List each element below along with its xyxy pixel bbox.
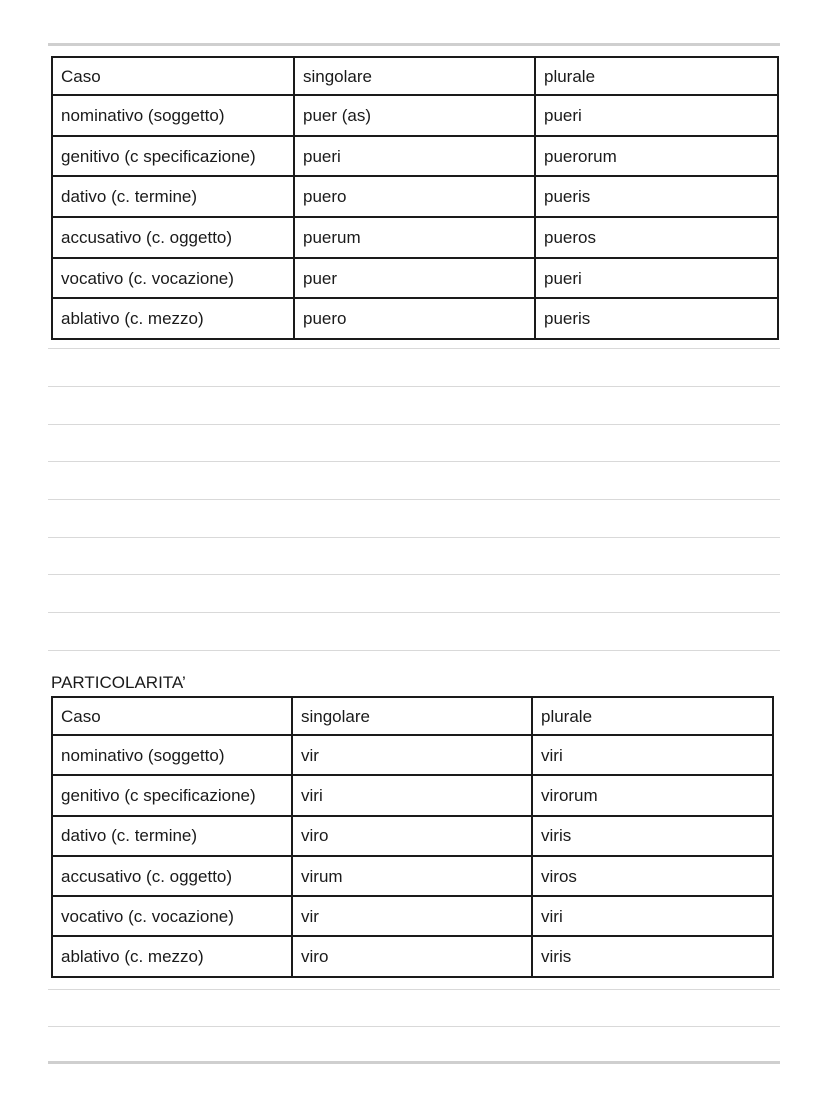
table-row <box>52 136 778 177</box>
table-cell: dativo (c. termine) <box>52 176 294 217</box>
header-cell: Caso <box>52 57 294 95</box>
table-cell: pueri <box>535 95 778 136</box>
table-row <box>52 95 778 136</box>
ruled-line <box>48 461 780 462</box>
table-cell: pueris <box>535 176 778 217</box>
table-cell: viri <box>532 735 773 775</box>
table-cell: viros <box>532 856 773 896</box>
table-cell: vir <box>292 735 532 775</box>
table-cell: genitivo (c specificazione) <box>52 136 294 177</box>
table-cell: pueros <box>535 217 778 258</box>
table-cell: vocativo (c. vocazione) <box>52 258 294 299</box>
table-cell: vir <box>292 896 532 936</box>
ruled-line <box>48 1026 780 1027</box>
table-cell: accusativo (c. oggetto) <box>52 856 292 896</box>
table-row <box>52 258 778 299</box>
ruled-line <box>48 499 780 500</box>
table-cell: dativo (c. termine) <box>52 816 292 856</box>
table-cell: nominativo (soggetto) <box>52 95 294 136</box>
declension-table-vir <box>51 696 774 978</box>
header-cell: singolare <box>294 57 535 95</box>
declension-table-puer <box>51 56 779 340</box>
table-cell: viris <box>532 816 773 856</box>
table-row <box>52 936 773 976</box>
table-row <box>52 176 778 217</box>
ruled-line <box>48 650 780 651</box>
table-row <box>52 856 773 896</box>
table-cell: puer (as) <box>294 95 535 136</box>
table-cell: puer <box>294 258 535 299</box>
table-row <box>52 896 773 936</box>
ruled-line <box>48 537 780 538</box>
table-cell: vocativo (c. vocazione) <box>52 896 292 936</box>
table-cell: puerum <box>294 217 535 258</box>
table-cell: virorum <box>532 775 773 815</box>
table-row <box>52 217 778 258</box>
table-cell: viri <box>292 775 532 815</box>
header-cell: plurale <box>535 57 778 95</box>
table-cell: ablativo (c. mezzo) <box>52 936 292 976</box>
section-title: PARTICOLARITA’ <box>51 673 186 692</box>
table-row <box>52 298 778 339</box>
table-cell: ablativo (c. mezzo) <box>52 298 294 339</box>
header-cell: plurale <box>532 697 773 735</box>
ruled-line <box>48 612 780 613</box>
table-cell: pueris <box>535 298 778 339</box>
ruled-line <box>48 348 780 349</box>
table-header-row <box>52 57 778 95</box>
ruled-line <box>48 386 780 387</box>
table-cell: puerorum <box>535 136 778 177</box>
table-cell: genitivo (c specificazione) <box>52 775 292 815</box>
ruled-line <box>48 574 780 575</box>
table-cell: viri <box>532 896 773 936</box>
table-cell: puero <box>294 298 535 339</box>
header-cell: Caso <box>52 697 292 735</box>
table-cell: virum <box>292 856 532 896</box>
table-cell: puero <box>294 176 535 217</box>
table-cell: pueri <box>535 258 778 299</box>
ruled-line <box>48 989 780 990</box>
ruled-line <box>48 424 780 425</box>
table-cell: accusativo (c. oggetto) <box>52 217 294 258</box>
table-cell: viro <box>292 936 532 976</box>
table-cell: nominativo (soggetto) <box>52 735 292 775</box>
table-cell: viris <box>532 936 773 976</box>
bottom-rule <box>48 1061 780 1064</box>
table-cell: pueri <box>294 136 535 177</box>
top-rule <box>48 43 780 46</box>
header-cell: singolare <box>292 697 532 735</box>
table-row <box>52 735 773 775</box>
table-row <box>52 816 773 856</box>
table-header-row <box>52 697 773 735</box>
table-cell: viro <box>292 816 532 856</box>
table-row <box>52 775 773 815</box>
